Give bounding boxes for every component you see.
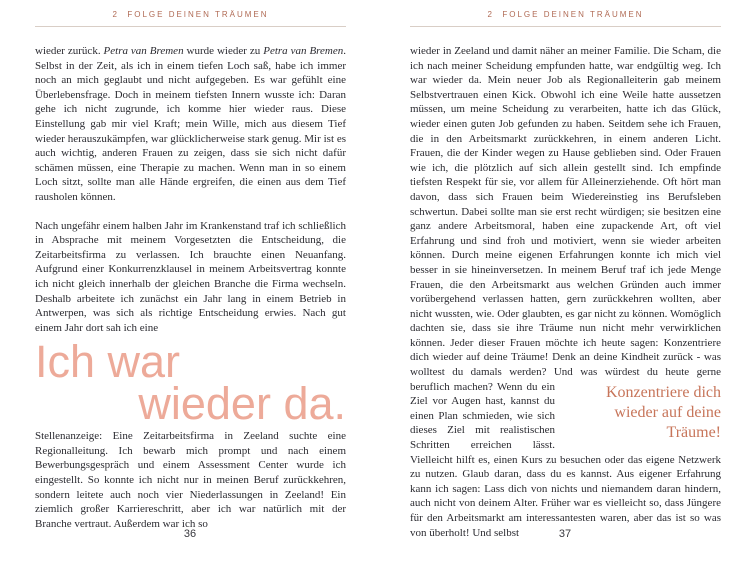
person-name-italic: Petra van Bremen (263, 45, 344, 57)
person-name-italic: Petra van Bremen (103, 45, 184, 57)
paragraph-text: Wenn du ein Ziel vor Augen hast, kannst du einen Plan schmieden, wie sich dieses Ziel mit realistischen Schritten erreichen lässt. Vielleicht hilft es, einen Kurs zu besuchen oder das eigene Netzwerk zu nutzen. Glaub daran, dass du es kannst. Aus eigener Erfahrung kann ich sagen: Lass dich von nichts und niemandem daran hindern, auch nicht von deinem Alter. Früher war es vielleicht so, dass Jüngere für den Arbeitsmarkt am interessantesten waren, aber das ist so was von überholt! Und selbst (410, 380, 721, 539)
paragraph-text: wurde wieder zu (183, 45, 264, 57)
page-number-right: 37 (558, 528, 572, 540)
left-paragraph-3: Stellenanzeige: Eine Zeitarbeitsfirma in Zeeland suchte eine Regionalleitung. Ich bewarb mich prompt und nach einem Bewerbungsgespräch und einem Assessment Center wurde ich eingestellt. So konnte ich nicht nur in meinen Beruf zurückkehren, sondern leitete auch noch vier Niederlassungen in Zeeland! Ein ziemlich großer Karriereschritt, aber ich war natürlich mit der Branche vertraut. Außerdem war ich so (35, 430, 346, 530)
left-page (35, 10, 346, 531)
paragraph-text: wieder in Zeeland und damit näher an meiner Familie. Die Scham, die ich nach meiner Scheidung empfunden hatte, war endgültig weg. Ich war wieder da. Mein neuer Job als Regionalleiterin gab meinem Selbstvertrauen einen Kick. Obwohl ich eine Weile hatte aussetzen müssen, um meine Scheidung zu verarbeiten, hatte ich das Glück, wieder einen guten Job gefunden zu haben. Seitdem sehe ich Frauen, die in den Arbeitsmarkt zurückkehren, in einem anderen Licht. Frauen, die der Kinder wegen zu Hause geblieben sind. Oder Frauen wie ich, die plötzlich auf sich allein gestellt sind. Ich empfinde tiefsten Respekt für sie, vor allem für Alleinerziehende. Oft hört man davon, dass sich Frauen beim Wiedereinstieg ins Berufsleben schwertun. Dabei sollte man sie erst recht würdigen; sie besitzen eine ganz andere Arbeitsmoral, haben eine zupackende Art, oft viel Erfahrung und sind froh und motiviert, wenn sie wieder arbeiten können. Durch meine eigenen Erfahrungen konnte ich mich viel besser in sie hineinversetzen. In meinem Beruf traf ich jede Menge Frauen, die den Arbeitsmarkt aus welchen Gründen auch immer vorübergehend verlassen hatten, gern zurückkehren wollten, aber nicht wussten, wie. Oder glaubten, es gar nicht zu können. Womöglich dachten sie, dass sie ihre Träume nun nicht mehr verwirklichen können. Jeder dieser Frauen möchte ich heute sagen: Konzentriere dich wieder auf deine Träume! Denk an deine Kindheit zurück - was wolltest du damals werden? Und was würdest du heute gerne beruflich machen? (410, 45, 721, 393)
page-number-left: 36 (183, 528, 197, 540)
running-header-right: 2 FOLGE DEINEN TRÄUMEN (410, 10, 721, 27)
right-paragraph (410, 44, 721, 540)
right-page (410, 10, 721, 540)
pull-quote-large (35, 336, 346, 430)
pull-quote-margin: Konzentriere dich wieder auf deine Träume! (605, 383, 721, 441)
pull-quote-line-1: Ich war (35, 336, 181, 388)
running-header-left: 2 FOLGE DEINEN TRÄUMEN (35, 10, 346, 27)
left-paragraph-1 (35, 44, 346, 205)
paragraph-text: wieder zurück. (35, 45, 104, 57)
left-paragraph-2: Nach ungefähr einem halben Jahr im Krankenstand traf ich schließlich in Absprache mit meinem Vorgesetzten die Entscheidung, die Zeitarbeitsfirma zu verlassen. Ich brauchte einen Neuanfang. Aufgrund einer Konkurrenzklausel in meinem Arbeitsvertrag konnte ich nicht gleich innerhalb der gleichen Branche die Firma wechseln. Deshalb arbeitete ich zunächst ein Jahr lang in einem Betrieb in Antwerpen, was sich als richtige Entscheidung erwies. Nach gut einem Jahr dort sah ich eine (35, 219, 346, 334)
paragraph-text: . Selbst in der Zeit, als ich in einem tiefen Loch saß, habe ich immer noch an mich geglaubt und nicht aufgegeben. Es war gefühlt eine Überlebensfrage. Doch in meinem tiefsten Innern wusste ich: Daran gehe ich nicht zugrunde, ich komme hier wieder raus. Diese Einstellung gab mir viel Kraft; mein Wille, mich aus diesem Tief wieder herauszukämpfen, war glücklicherweise stark genug. Mir ist es auch wichtig, anderen Frauen zu zeigen, dass sie sich nicht dafür schämen müssen, eine Therapie zu machen. Wenn man in so einem Loch sitzt, sollte man alle Hände ergreifen, die einen aus dem Tief rausholen können. (35, 45, 347, 203)
pull-quote-line-2: wieder da. (138, 378, 346, 430)
